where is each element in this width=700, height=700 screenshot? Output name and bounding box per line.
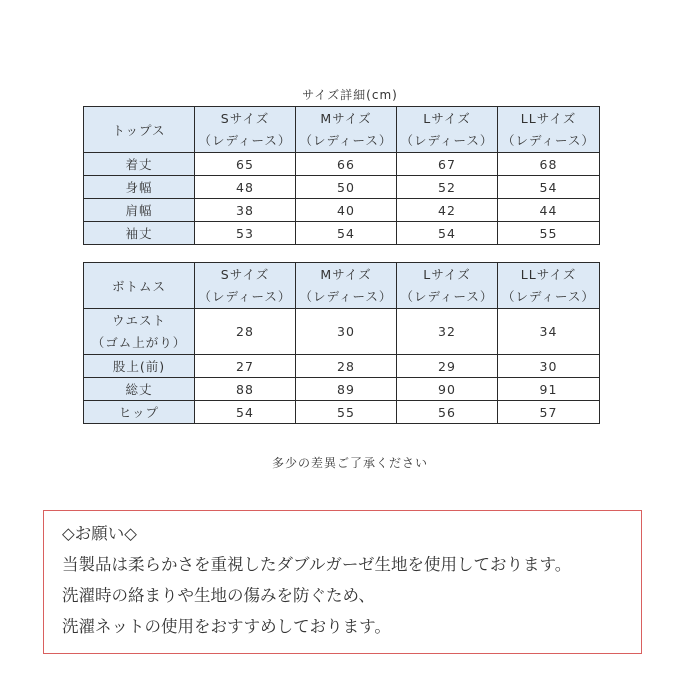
- row-label-sub: （ゴム上がり）: [91, 334, 187, 350]
- table-cell: 54: [195, 401, 296, 424]
- bottoms-col-l-type: （レディース）: [400, 288, 494, 304]
- table-cell: 67: [397, 153, 498, 176]
- bottoms-col-m-size: Mサイズ: [320, 266, 372, 282]
- row-label: 身幅: [84, 176, 195, 199]
- table-cell: 42: [397, 199, 498, 222]
- bottoms-header-row: [84, 263, 600, 309]
- table-cell: 40: [296, 199, 397, 222]
- bottoms-col-l: [397, 263, 498, 309]
- bottoms-col-ll-type: （レディース）: [502, 288, 595, 304]
- table-cell: 68: [498, 153, 600, 176]
- tops-col-m-size: Mサイズ: [320, 110, 372, 126]
- row-label: [84, 309, 195, 355]
- tops-header-row: [84, 107, 600, 153]
- table-cell: 32: [397, 309, 498, 355]
- table-row: [84, 222, 600, 245]
- table-cell: 89: [296, 378, 397, 401]
- tops-col-ll-size: LLサイズ: [520, 110, 577, 126]
- table-row: [84, 355, 600, 378]
- bottoms-col-s: [195, 263, 296, 309]
- row-label: 肩幅: [84, 199, 195, 222]
- tops-col-s-size: Sサイズ: [220, 110, 270, 126]
- row-label-main: ウエスト: [111, 312, 166, 328]
- tops-col-l-size: Lサイズ: [423, 110, 471, 126]
- table-cell: 54: [498, 176, 600, 199]
- row-label: 着丈: [84, 153, 195, 176]
- table-cell: 44: [498, 199, 600, 222]
- table-cell: 90: [397, 378, 498, 401]
- table-cell: 65: [195, 153, 296, 176]
- table-cell: 29: [397, 355, 498, 378]
- table-row: [84, 309, 600, 355]
- tops-col-l: [397, 107, 498, 153]
- bottoms-col-ll: [498, 263, 600, 309]
- table-cell: 30: [296, 309, 397, 355]
- table-cell: 34: [498, 309, 600, 355]
- notice-line: 当製品は柔らかさを重視したダブルガーゼ生地を使用しております。: [62, 555, 572, 574]
- tops-category-label: トップス: [84, 107, 195, 153]
- table-cell: 38: [195, 199, 296, 222]
- notice-line: 洗濯ネットの使用をおすすめしております。: [62, 617, 391, 636]
- row-label: 袖丈: [84, 222, 195, 245]
- tops-col-m-type: （レディース）: [299, 132, 393, 148]
- tops-col-m: [296, 107, 397, 153]
- tops-col-s: [195, 107, 296, 153]
- table-row: [84, 153, 600, 176]
- table-cell: 53: [195, 222, 296, 245]
- size-table-title: サイズ詳細(cm): [302, 88, 398, 102]
- table-row: [84, 199, 600, 222]
- table-cell: 54: [296, 222, 397, 245]
- table-cell: 27: [195, 355, 296, 378]
- bottoms-col-s-type: （レディース）: [198, 288, 292, 304]
- notice-line: 洗濯時の絡まりや生地の傷みを防ぐため、: [62, 586, 375, 605]
- bottoms-size-table: [83, 262, 600, 424]
- table-cell: 28: [296, 355, 397, 378]
- bottoms-col-m: [296, 263, 397, 309]
- variance-note: 多少の差異ご了承ください: [271, 456, 428, 470]
- table-cell: 55: [498, 222, 600, 245]
- table-cell: 54: [397, 222, 498, 245]
- table-cell: 55: [296, 401, 397, 424]
- table-cell: 52: [397, 176, 498, 199]
- bottoms-col-s-size: Sサイズ: [220, 266, 270, 282]
- table-cell: 91: [498, 378, 600, 401]
- tops-col-ll-type: （レディース）: [502, 132, 595, 148]
- tops-size-table: [83, 106, 600, 245]
- tops-col-s-type: （レディース）: [198, 132, 292, 148]
- table-cell: 88: [195, 378, 296, 401]
- bottoms-col-ll-size: LLサイズ: [520, 266, 577, 282]
- bottoms-category-label: ボトムス: [84, 263, 195, 309]
- table-row: [84, 401, 600, 424]
- tops-col-ll: [498, 107, 600, 153]
- table-cell: 57: [498, 401, 600, 424]
- tops-col-l-type: （レディース）: [400, 132, 494, 148]
- notice-box: [43, 510, 642, 654]
- notice-heading: ◇お願い◇: [62, 524, 137, 543]
- row-label: 総丈: [84, 378, 195, 401]
- table-row: [84, 378, 600, 401]
- table-cell: 30: [498, 355, 600, 378]
- row-label: ヒップ: [84, 401, 195, 424]
- table-row: [84, 176, 600, 199]
- bottoms-col-m-type: （レディース）: [299, 288, 393, 304]
- table-cell: 66: [296, 153, 397, 176]
- table-cell: 56: [397, 401, 498, 424]
- table-cell: 50: [296, 176, 397, 199]
- table-cell: 28: [195, 309, 296, 355]
- row-label: 股上(前): [84, 355, 195, 378]
- bottoms-col-l-size: Lサイズ: [423, 266, 471, 282]
- table-cell: 48: [195, 176, 296, 199]
